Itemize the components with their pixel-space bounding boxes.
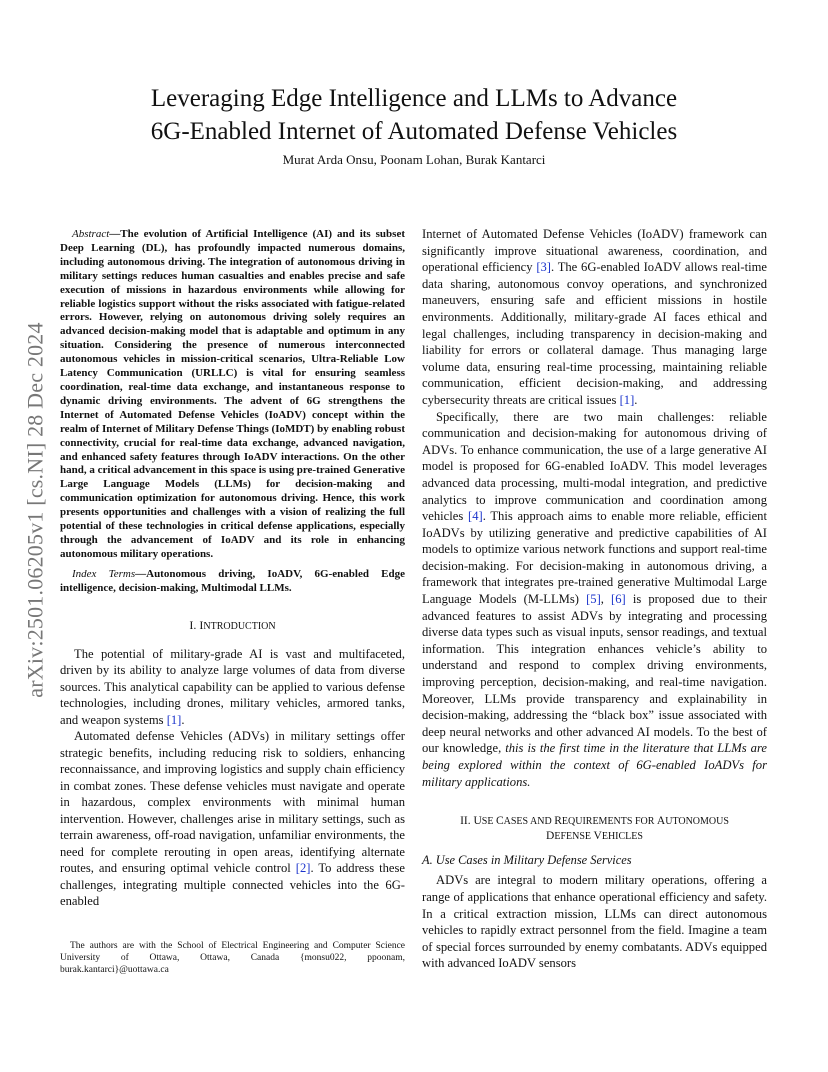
text-run: . (181, 712, 185, 727)
section-number: I. (189, 617, 200, 632)
citation-link[interactable]: [3] (536, 260, 551, 275)
heading-rest: EFENSE (554, 831, 594, 843)
right-paragraph-2 (422, 409, 767, 791)
index-terms-text: —Autonomous driving, IoADV, 6G-enabled Edge intelligence, decision-making, Multimodal LLMs. (60, 567, 405, 594)
right-paragraph-1 (422, 226, 767, 409)
text-run: Automated defense Vehicles (ADVs) in military settings offer strategic benefits, including reducing risk to soldiers, enhancing reconnaissance, and improving logistics and supply chain efficiency in combat zones. These defense vehicles must navigate and operate in hazardous, complex environments with minimal human intervention. However, challenges arise in military settings, such as terrain awareness, off-road navigation, unfamiliar environments, the need for complete rerouting in open areas, identifying alternate routes, and ensuring optimal vehicle control (60, 729, 405, 876)
heading-rest: EQUIREMENTS FOR (561, 816, 657, 828)
text-run: Specifically, there are two main challenges: reliable communication and decision-making for autonomous driving of ADVs. To enhance communication, the use of a large generative AI model is proposed for 6G-enabled IoADV. This model leverages advanced data processing, multi-modal integration, and predictive analytics to improve communication and coordination among vehicles (422, 409, 767, 524)
author-affiliation-footnote: The authors are with the School of Electrical Engineering and Computer Science University of Ottawa, Ottawa, Canada {monsu022, ppoonam, burak.kantarci}@uottawa.ca (60, 941, 405, 975)
abstract-text: —The evolution of Artificial Intelligence (AI) and its subset Deep Learning (DL), has profoundly impacted numerous domains, including autonomous driving. The integration of autonomous driving in military settings reduces human casualties and enables precise and safe execution of missions in hazardous environments while allowing for reliable logistics support without the risks associated with fatigue-related errors. However, relying on autonomous driving solely requires an advanced decision-making model that is adaptable and optimum in any situation. Considering the presence of numerous interconnected autonomous vehicles in mission-critical scenarios, Ultra-Reliable Low Latency Communication (URLLC) is vital for ensuring seamless coordination, real-time data exchange, and instantaneous response to dynamic driving environments. The advent of 6G strengthens the Internet of Automated Defense Vehicles (IoADV) concept within the realm of Internet of Military Defense Things (IoMDT) by enabling robust connectivity, crucial for real-time data exchange, advanced navigation, and enhanced safety features through IoADV interactions. On the other hand, a critical advancement in this space is using pre-trained Generative Large Language Models (LLMs) for decision-making and communication optimization for autonomous driving. Hence, this work presents opportunities and challenges with a vision of realizing the full potential of these technologies in critical defense applications, especially through the advancement of IoADV and its role in enhancing autonomous military operations. (60, 228, 405, 560)
right-paragraph-3: ADVs are integral to modern military operations, offering a range of applications that enhance operational efficiency and safety. In a critical extraction mission, LLMs can direct autonomous vehicles to rapidly extract personnel from the field. Imagine a team of special forces surrounded by enemy combatants. ADVs equipped with advanced IoADV sensors (422, 873, 767, 971)
right-column (422, 226, 767, 972)
text-run: . This approach aims to enable more reliable, efficient IoADVs by utilizing generative and predictive capabilities of AI models to optimize various network functions and support real-time decision-making. For decision-making in autonomous driving, a framework that integrates pre-trained generative Multimodal Large Language Models (M-LLMs) (422, 509, 767, 607)
citation-link[interactable]: [1] (166, 712, 182, 727)
intro-paragraph-1 (60, 646, 405, 729)
text-run: The potential of military-grade AI is vast and multifaceted, driven by its ability to analyze large volumes of data from diverse sources. This analytical capability can be applied to various defense technologies, including drones, military vehicles, armored tanks, and weapon systems (60, 646, 405, 727)
text-run: . The 6G-enabled IoADV allows real-time data sharing, autonomous convoy operations, and synchronized maneuvers, ensuring safe and efficient missions in hostile environments. Additionally, military-grade AI faces ethical and legal challenges, including transparency in decision-making and liability for errors or collateral damage. Thus managing large volume data, ensuring real-time processing, maintaining reliable communication, efficient decision-making, and addressing cybersecurity threats are critical issues (422, 260, 767, 407)
citation-link[interactable]: [4] (468, 509, 483, 524)
section-title-initial: I (199, 617, 204, 632)
text-run: Internet of Automated Defense Vehicles (IoADV) framework can significantly improve situational awareness, coordination, and operational efficiency (422, 227, 767, 275)
text-run: . (634, 392, 638, 407)
heading-initial: C (495, 815, 504, 828)
citation-link[interactable]: [6] (611, 592, 626, 607)
intro-paragraph-2 (60, 728, 405, 910)
left-column (60, 228, 405, 910)
heading-rest: ASES AND (503, 816, 555, 828)
title-line-1: Leveraging Edge Intelligence and LLMs to Advance (150, 85, 678, 112)
citation-link[interactable]: [5] (586, 592, 601, 607)
author-list: Murat Arda Onsu, Poonam Lohan, Burak Kantarci (282, 152, 546, 167)
abstract-lead: Abstract (72, 228, 110, 240)
heading-initial: A (656, 815, 666, 828)
emphasized-claim: this is the first time in the literature that LLMs are being explored within the context of 6G-enabled IoADVs for military applications. (422, 741, 767, 789)
heading-initial: R (554, 815, 562, 828)
citation-link[interactable]: [1] (619, 392, 635, 407)
subsection-heading: A. Use Cases in Military Defense Services (422, 853, 632, 868)
text-run: is proposed due to their advanced features to assist ADVs by integrating and processing diverse data types such as visual inputs, sensor readings, and textual information. This integration enhances vehicle’s ability to understand and respond to complex driving environments, improving perception, decision-making, and real-time navigation. Moreover, LLMs provide transparency and explainability in decision-making, addressing the “black box” issue associated with deep neural networks and other advanced AI models. To the best of our knowledge, (422, 592, 767, 756)
arxiv-sidebar (20, 290, 52, 730)
abstract (60, 228, 405, 562)
index-terms (60, 568, 405, 596)
index-terms-lead: Index Terms (72, 567, 136, 580)
citation-link[interactable]: [2] (295, 861, 311, 876)
heading-initial: U (473, 815, 482, 828)
section-heading-introduction (60, 618, 405, 634)
heading-rest: UTONOMOUS (665, 816, 729, 828)
arxiv-identifier[interactable]: arXiv:2501.06205v1 [cs.NI] 28 Dec 2024 (23, 322, 49, 698)
heading-initial: D (546, 830, 555, 843)
paper-title (60, 82, 768, 148)
heading-initial: V (593, 830, 602, 843)
section-number: II. (460, 815, 474, 828)
heading-rest: SE (481, 816, 496, 828)
text-run: . To address these challenges, integrating multiple connected vehicles into the 6G-enabled (60, 861, 405, 909)
heading-rest: EHICLES (601, 831, 643, 843)
text-run: , (600, 592, 612, 607)
section-title-rest: NTRODUCTION (203, 620, 276, 632)
title-line-2: 6G-Enabled Internet of Automated Defense Vehicles (150, 118, 678, 145)
section-heading-use-cases (422, 814, 767, 844)
